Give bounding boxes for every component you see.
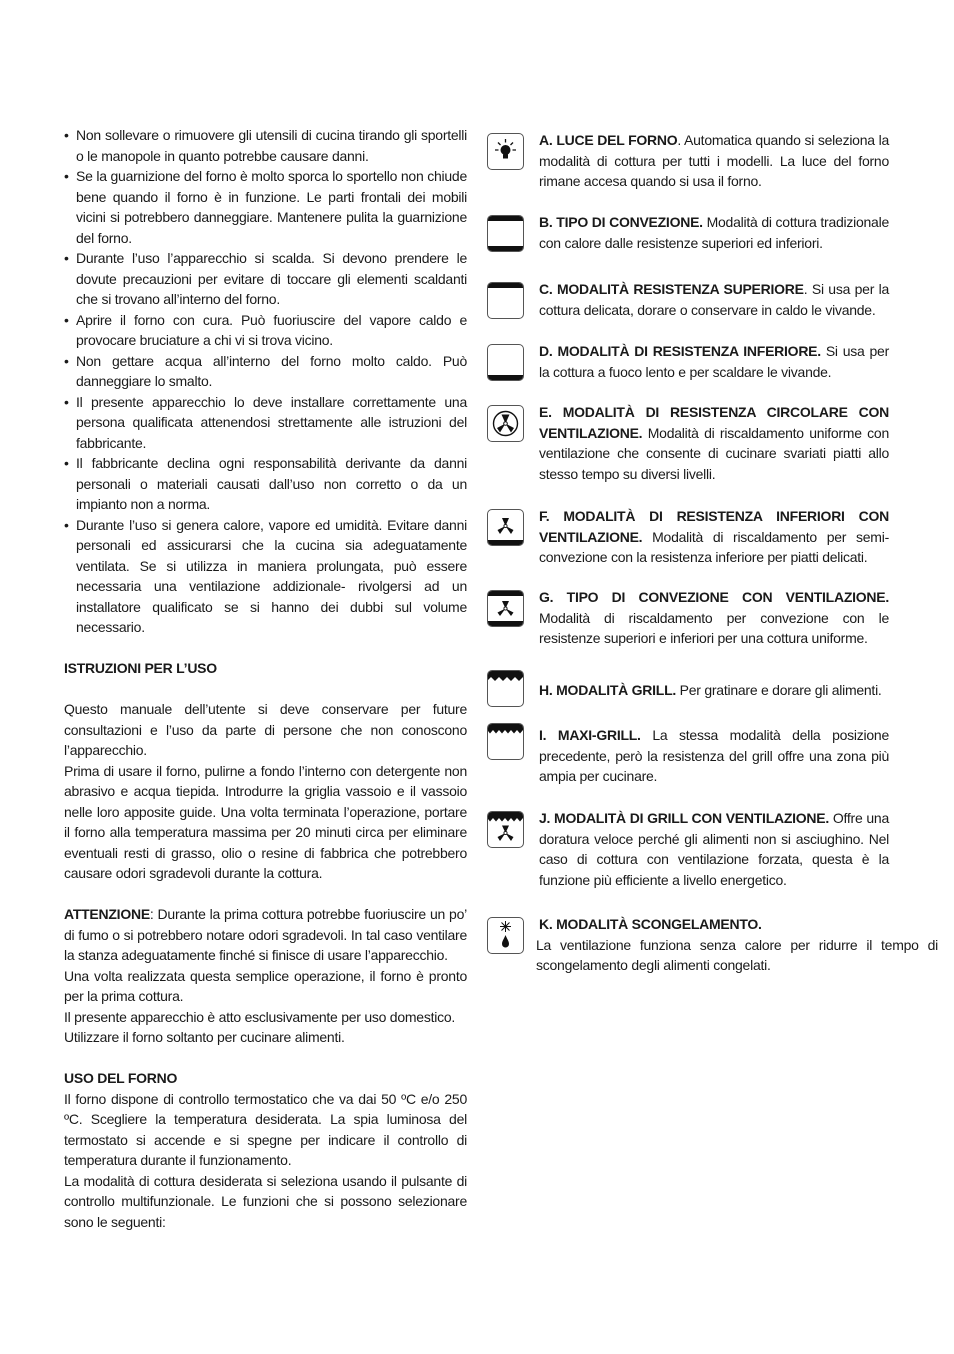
mode-description: Modalità di riscaldamento uniforme con ventilazione che consente di cucinare svariati piatti allo stesso tempo su diversi livelli. [539,424,889,482]
paragraph: Utilizzare il forno soltanto per cucinare alimenti. [64,1029,345,1045]
list-item: • Il fabbricante declina ogni responsabilità derivante da danni personali o materiali causati dall’uso non corretto o da un impianto non a norma. [64,453,467,515]
list-item: • Durante l’uso l’apparecchio si scalda. Si devono prendere le dovute precauzioni per evitare di toccare gli elementi scaldanti che si trovano all’interno del forno. [64,248,467,310]
mode-description: Modalità di riscaldamento per semi-convezione con la resistenza inferiore per piatti delicati. [539,528,889,565]
mode-description: Offre una doratura veloce perché gli alimenti non si asciughino. Nel caso di cottura con ventilazione forzata, questa è la funzione più efficiente a livello energetico. [539,810,889,888]
mode-description: Per gratinare e dorare gli alimenti. [676,682,882,698]
mode-title: K. MODALITÀ SCONGELAMENTO. [539,916,762,932]
mode-title: B. TIPO DI CONVEZIONE. [539,214,703,230]
mode-description: La ventilazione funziona senza calore per ridurre il tempo di scongelamento degli alimenti congelati. [536,936,938,973]
mode-description: . Automatica quando si seleziona la modalità di cottura per tutti i modelli. La luce del forno rimane accesa quando si usa il forno. [539,132,889,189]
section-heading-uso: USO DEL FORNO [64,1070,178,1086]
top-bottom-heat-icon [487,215,524,252]
bottom-heat-icon [487,344,524,381]
mode-title: G. TIPO DI CONVEZIONE CON VENTILAZIONE. [539,589,889,605]
top-bottom-fan-icon [487,590,524,627]
paragraph: Il presente apparecchio è atto esclusivamente per uso domestico. [64,1008,456,1025]
paragraph: Prima di usare il forno, pulirne a fondo l’interno con detergente non abrasivo e acqua tiepida. Introdurre la griglia vassoio e il vassoio nelle loro apposite guide. Una volta terminata l’operazione, portare il forno alla temperatura massima per 20 minuti circa per eliminare eventuali resti di grasso, olio o resine di fabbrica che potrebbero causare odori sgradevoli durante la cottura. [64,762,467,881]
oven-light-icon [487,133,524,170]
paragraph: Questo manuale dell’utente si deve conservare per future consultazioni e l’uso da parte di persone che non conoscono l’apparecchio. [64,701,467,758]
attention-label: ATTENZIONE [64,906,150,922]
mode-item [487,725,889,787]
maxi-grill-icon [487,723,524,760]
safety-list [64,125,467,638]
defrost-icon [487,917,524,954]
mode-item [487,914,938,973]
grill-fan-icon [487,811,524,848]
section-heading-istruzioni: ISTRUZIONI PER L’USO [64,660,217,676]
mode-item [487,279,889,320]
bottom-heat-fan-icon [487,509,524,546]
mode-item [487,341,889,382]
list-item: • Non gettare acqua all’interno del forno molto caldo. Può danneggiare lo smalto. [64,351,467,392]
grill-icon [487,670,524,707]
list-item: • Se la guarnizione del forno è molto sporca lo sportello non chiude bene quando il forno è in funzione. Le parti frontali dei mobili vicini si potrebbero danneggiare. Mantenere pulita la guarnizione del forno. [64,166,467,248]
mode-description: Modalità di riscaldamento per convezione con le resistenze superiori e inferiori per una cottura uniforme. [539,609,889,646]
mode-description: Si usa per la cottura a fuoco lento e per scaldare le vivande. [539,343,889,380]
mode-item [487,587,889,649]
list-item: • Aprire il forno con cura. Può fuoriuscire del vapore caldo e provocare bruciature a chi vi si trova vicino. [64,310,467,351]
mode-title: D. MODALITÀ DI RESISTENZA INFERIORE. [539,343,821,359]
paragraph: Il forno dispone di controllo termostatico che va dai 50 ºC e/o 250 ºC. Scegliere la temperatura desiderata. La spia luminosa del termostato si accende e si spegne per indicare il controllo di temperatura durante il funzionamento. [64,1090,467,1168]
paragraph: La modalità di cottura desiderata si seleziona usando il pulsante di controllo multifunzionale. Le funzioni che si possono selezionare sono le seguenti: [64,1172,467,1230]
paragraph: Una volta realizzata questa semplice operazione, il forno è pronto per la prima cottura. [64,967,467,1004]
mode-description: La stessa modalità della posizione precedente, però la resistenza del grill offre una zona più ampia per cucinare. [539,727,889,784]
mode-item [487,212,889,253]
mode-title: I. MAXI-GRILL. [539,727,641,743]
left-column [64,125,467,1232]
top-heat-icon [487,282,524,319]
mode-item [487,402,889,484]
mode-description: Modalità di cottura tradizionale con calore dalle resistenze superiori ed inferiori. [539,214,889,251]
list-item: • Non sollevare o rimuovere gli utensili di cucina tirando gli sportelli o le manopole in quanto potrebbe causare danni. [64,125,467,166]
attention-paragraph [64,904,467,966]
mode-title: J. MODALITÀ DI GRILL CON VENTILAZIONE. [539,810,830,826]
mode-item [487,130,889,192]
mode-item [487,506,889,568]
mode-title: F. MODALITÀ DI RESISTENZA INFERIORI CON VENTILAZIONE. [539,508,889,545]
list-item: • Il presente apparecchio lo deve installare correttamente una persona qualificata attenendosi strettamente alle istruzioni del fabbricante. [64,392,467,454]
mode-item [487,680,889,701]
mode-description: . Si usa per la cottura delicata, dorare o conservare in caldo le vivande. [539,281,889,318]
mode-title: E. MODALITÀ DI RESISTENZA CIRCOLARE CON VENTILAZIONE. [539,404,889,441]
circular-fan-icon [487,405,524,442]
attention-text: : Durante la prima cottura potrebbe fuoriuscire un po’ di fumo o si potrebbero notare odori sgradevoli. In tal caso ventilare la stanza adeguatamente finché si finisce di usare l’apparecchio. [64,906,467,963]
mode-item [487,808,889,890]
list-item: • Durante l’uso si genera calore, vapore ed umidità. Evitare danni personali ed assicurarsi che la cucina sia adeguatamente ventilata. Se si utilizza in maniera prolungata, può essere necessaria una ventilazione addizionale- rivolgersi ad un installatore qualificato se si hanno dei dubbi sul volume necessario. [64,515,467,638]
mode-title: C. MODALITÀ RESISTENZA SUPERIORE [539,281,804,297]
mode-title: A. LUCE DEL FORNO [539,132,678,148]
mode-title: H. MODALITÀ GRILL. [539,682,677,698]
